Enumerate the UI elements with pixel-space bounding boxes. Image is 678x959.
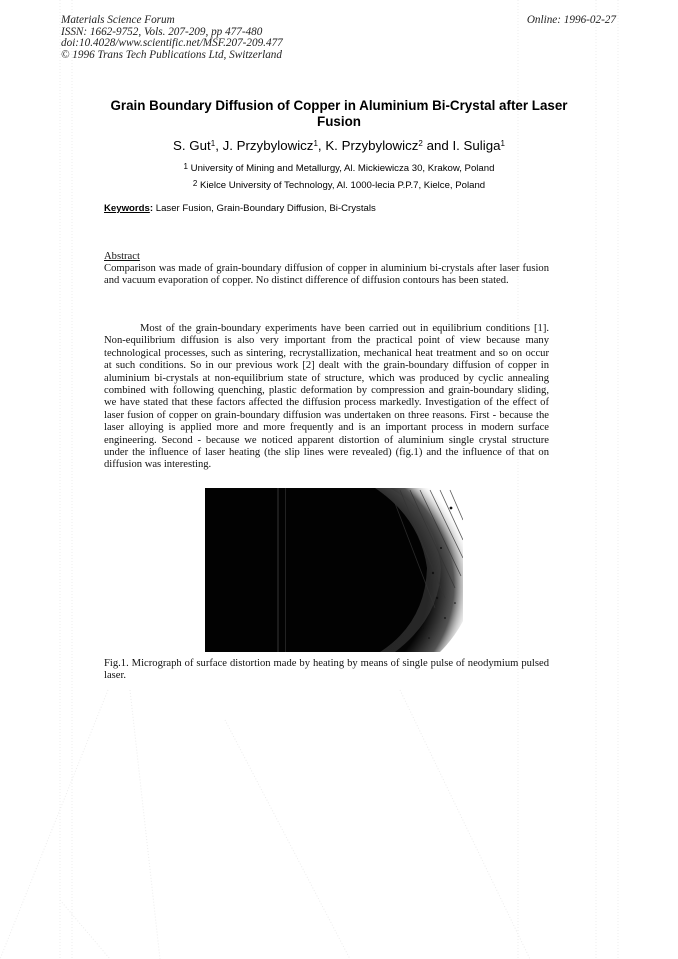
affiliation-mark: 1 [500,139,505,148]
affiliation-text: Kielce University of Technology, Al. 1000-lecia P.P.7, Kielce, Poland [199,180,486,191]
affiliation-mark: 1 [313,139,318,148]
micrograph-image [205,488,463,652]
figure-caption: Fig.1. Micrograph of surface distortion made by heating by means of single pulse of neodymium pulsed laser. [104,658,549,682]
figure-micrograph [205,488,463,652]
affiliation-mark: 1 [183,162,188,171]
author-name: S. Gut [173,138,211,153]
journal-name: Materials Science Forum [61,14,175,26]
affiliation-mark: 1 [210,139,216,148]
affiliation-mark: 2 [418,139,423,148]
affiliation-2 [100,180,578,192]
doi-line: doi:10.4028/www.scientific.net/MSF.207-209.477 [61,37,283,49]
paper-title: Grain Boundary Diffusion of Copper in Aluminium Bi-Crystal after Laser Fusion [110,98,568,129]
author-name: I. Suliga [452,138,501,153]
issn-line: ISSN: 1662-9752, Vols. 207-209, pp 477-480 [61,25,263,38]
keywords-label: Keywords [104,203,150,214]
author-name: K. Przybylowicz [325,138,419,153]
author-list [100,138,578,154]
author-separator: , [317,138,326,153]
author-separator: , [215,138,223,153]
keywords-text: Laser Fusion, Grain-Boundary Diffusion, Bi-Crystals [153,203,376,214]
author-separator: and [422,138,453,153]
author-name: J. Przybylowicz [222,138,314,153]
affiliation-1 [100,163,578,175]
copyright-line: © 1996 Trans Tech Publications Ltd, Switzerland [61,48,282,61]
abstract-text: Comparison was made of grain-boundary diffusion of copper in aluminium bi-crystals after laser fusion and vacuum evaporation of copper. No distinct difference of diffusion contours has been stated. [104,263,549,287]
keywords-colon: : [149,203,154,214]
online-date: Online: 1996-02-27 [526,14,616,26]
journal-citation-header [61,15,283,61]
keywords-line [104,203,376,215]
affiliation-mark: 2 [192,179,198,188]
affiliation-text: University of Mining and Metallurgy, Al. Mickiewicza 30, Krakow, Poland [190,163,495,174]
abstract-heading: Abstract [104,251,140,262]
body-paragraph: Most of the grain-boundary experiments have been carried out in equilibrium conditions [1]. Non-equilibrium diffusion is also very important from the practical point of view because many technological processes, such as sintering, recrystallization, mechanical heat treatment and so on occur at such conditions. So in our previous work [2] dealt with the grain-boundary diffusion of copper in aluminium bi-crystals at non-equilibrium state of structure, which was produced by cyclic annealing combined with following quenching, plastic deformation by compression and grain-boundary sliding, we have stated that these factors affected the diffusion process markedly. Investigation of the effect of laser fusion of copper on grain-boundary diffusion was undertaken on three reasons. First - because the laser alloying is applied more and more frequently and is an important process in modern surface engineering. Second - because we noticed apparent distortion of aluminium single crystal structure under the influence of laser heating (the slip lines were revealed) (fig.1) and the influence of that on diffusion was interesting. [104,323,549,471]
